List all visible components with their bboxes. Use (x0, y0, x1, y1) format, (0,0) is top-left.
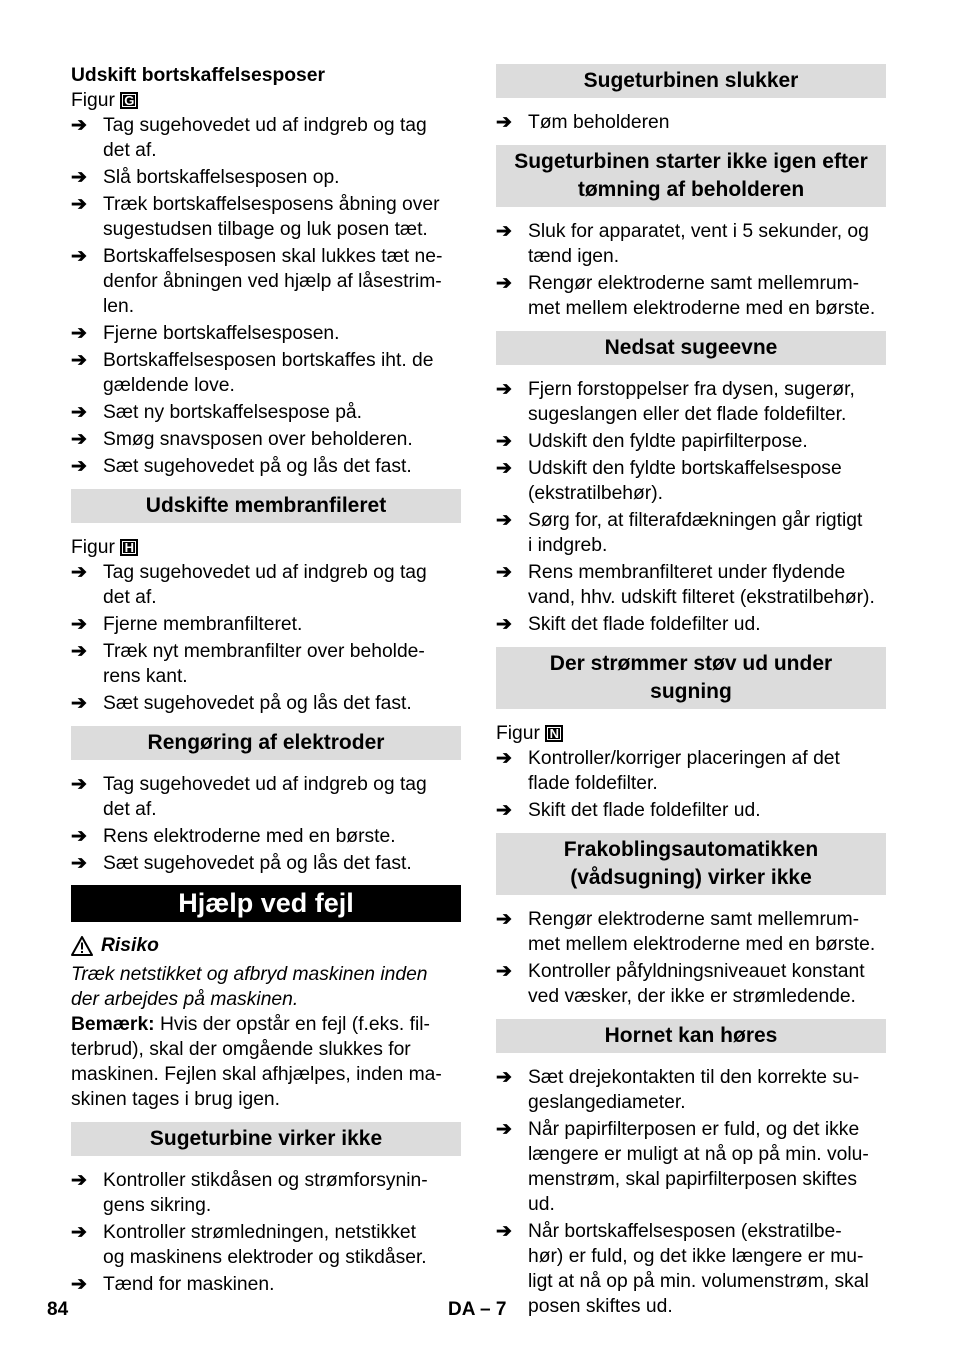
right-arrow-icon: ➔ (71, 853, 87, 874)
list-item (496, 219, 886, 269)
list-item-text-line: Når bortskaffelsesposen (ekstratilbe- (528, 1221, 842, 1242)
figure-letter-box: N (545, 725, 563, 742)
note-text-line: Hvis der opstår en fejl (f.eks. fil- (154, 1014, 430, 1035)
right-arrow-icon: ➔ (71, 693, 87, 714)
right-arrow-icon: ➔ (71, 429, 87, 450)
list-item (496, 1117, 886, 1217)
right-arrow-icon: ➔ (71, 456, 87, 477)
list-item-text-line: Rens elektroderne med en børste. (103, 826, 396, 847)
list-item (496, 1065, 886, 1115)
list-item (71, 348, 461, 398)
instruction-list (496, 377, 886, 637)
warning-label: Risiko (101, 935, 159, 956)
right-arrow-icon: ➔ (71, 350, 87, 371)
right-arrow-icon: ➔ (496, 379, 512, 400)
figure-label: Figur (71, 90, 115, 111)
instruction-list (71, 1168, 461, 1297)
list-item-text-line: Sæt sugehovedet på og lås det fast. (103, 853, 412, 874)
instruction-list (496, 907, 886, 1009)
list-item (71, 400, 461, 425)
list-item-text-line: (ekstratilbehør). (528, 483, 663, 504)
right-arrow-icon: ➔ (71, 614, 87, 635)
list-item-text-line: det af. (103, 799, 157, 820)
list-item (496, 429, 886, 454)
figure-letter-box: H (120, 539, 138, 556)
right-arrow-icon: ➔ (71, 826, 87, 847)
list-item (71, 1272, 461, 1297)
right-arrow-icon: ➔ (71, 1170, 87, 1191)
right-arrow-icon: ➔ (496, 562, 512, 583)
list-item-text-line: flade foldefilter. (528, 773, 658, 794)
chapter-title: Hjælp ved fejl (71, 885, 461, 922)
list-item-text-line: Sæt sugehovedet på og lås det fast. (103, 456, 412, 477)
list-item-text-line: Kontroller strømledningen, netstikket (103, 1222, 416, 1243)
note-text-line: terbrud), skal der omgående slukkes for (71, 1039, 411, 1060)
right-arrow-icon: ➔ (71, 323, 87, 344)
list-item-text-line: Tag sugehovedet ud af indgreb og tag (103, 774, 427, 795)
list-item (496, 456, 886, 506)
list-item-text-line: geslangediameter. (528, 1092, 686, 1113)
figure-label: Figur (71, 537, 115, 558)
list-item (496, 377, 886, 427)
list-item-text-line: Træk bortskaffelsesposens åbning over (103, 194, 440, 215)
right-arrow-icon: ➔ (71, 194, 87, 215)
list-item-text-line: Skift det flade foldefilter ud. (528, 800, 761, 821)
section-header (496, 64, 886, 98)
right-arrow-icon: ➔ (71, 1222, 87, 1243)
right-arrow-icon: ➔ (71, 167, 87, 188)
section-header-text: Udskifte membranfileret (145, 494, 387, 517)
right-arrow-icon: ➔ (496, 800, 512, 821)
list-item-text-line: Rengør elektroderne samt mellemrum- (528, 273, 860, 294)
list-item-text-line: ud. (528, 1194, 555, 1215)
warning-text (71, 962, 461, 1012)
list-item-text-line: Sæt drejekontakten til den korrekte su- (528, 1067, 860, 1088)
list-item-text-line: Tag sugehovedet ud af indgreb og tag (103, 562, 427, 583)
right-arrow-icon: ➔ (71, 641, 87, 662)
instruction-list (496, 219, 886, 321)
list-item (496, 907, 886, 957)
section-header (496, 647, 886, 709)
section-header-text: tømning af beholderen (577, 178, 805, 201)
list-item (496, 110, 886, 135)
list-item (496, 271, 886, 321)
right-arrow-icon: ➔ (496, 961, 512, 982)
right-arrow-icon: ➔ (496, 1119, 512, 1140)
list-item-text-line: i indgreb. (528, 535, 608, 556)
section-header (71, 489, 461, 523)
list-item-text-line: rens kant. (103, 666, 188, 687)
note-label: Bemærk: (71, 1014, 155, 1035)
list-item-text-line: tænd igen. (528, 246, 620, 267)
figure-reference (496, 721, 886, 746)
list-item-text-line: posen skiftes ud. (528, 1296, 673, 1317)
list-item (71, 454, 461, 479)
section-header-text: sugning (650, 680, 732, 703)
list-item-text-line: Træk nyt membranfilter over beholde- (103, 641, 425, 662)
instruction-list (496, 746, 886, 823)
right-arrow-icon: ➔ (496, 510, 512, 531)
right-arrow-icon: ➔ (71, 402, 87, 423)
list-item (496, 560, 886, 610)
note-text-line: skinen tages i brug igen. (71, 1089, 281, 1110)
warning-text-line: der arbejdes på maskinen. (71, 989, 299, 1010)
list-item (71, 113, 461, 163)
right-arrow-icon: ➔ (71, 246, 87, 267)
list-item (71, 612, 461, 637)
list-item-text-line: længere er muligt at nå op på min. volu- (528, 1144, 869, 1165)
list-item (496, 959, 886, 1009)
list-item (71, 691, 461, 716)
note-text-line: maskinen. Fejlen skal afhjælpes, inden ma- (71, 1064, 442, 1085)
section-header (496, 1019, 886, 1053)
list-item-text-line: Smøg snavsposen over beholderen. (103, 429, 413, 450)
list-item-text-line: og maskinens elektroder og stikdåser. (103, 1247, 427, 1268)
list-item-text-line: vand, hhv. udskift filteret (ekstratilbehør). (528, 587, 875, 608)
list-item-text-line: Fjerne membranfilteret. (103, 614, 303, 635)
right-arrow-icon: ➔ (496, 112, 512, 133)
section-header-text: Sugeturbinen starter ikke igen efter (514, 150, 868, 173)
list-item-text-line: ligt at nå op på min. volumenstrøm, skal (528, 1271, 869, 1292)
figure-label: Figur (496, 723, 540, 744)
instruction-list (496, 110, 886, 135)
list-item-text-line: Bortskaffelsesposen bortskaffes iht. de (103, 350, 434, 371)
list-item-text-line: Tøm beholderen (528, 112, 670, 133)
right-arrow-icon: ➔ (71, 115, 87, 136)
list-item (71, 321, 461, 346)
list-item-text-line: denfor åbningen ved hjælp af låsestrim- (103, 271, 442, 292)
instruction-list (71, 113, 461, 479)
list-item-text-line: Bortskaffelsesposen skal lukkes tæt ne- (103, 246, 443, 267)
right-arrow-icon: ➔ (496, 1221, 512, 1242)
list-item-text-line: sugestudsen tilbage og luk posen tæt. (103, 219, 428, 240)
list-item-text-line: Slå bortskaffelsesposen op. (103, 167, 340, 188)
page-section-label: DA – 7 (448, 1299, 507, 1320)
right-arrow-icon: ➔ (496, 909, 512, 930)
list-item-text-line: met mellem elektroderne med en børste. (528, 298, 876, 319)
list-item-text-line: det af. (103, 587, 157, 608)
right-arrow-icon: ➔ (496, 1067, 512, 1088)
right-arrow-icon: ➔ (496, 431, 512, 452)
list-item-text-line: hør) er fuld, og det ikke længere er mu- (528, 1246, 864, 1267)
figure-reference (71, 535, 461, 560)
section-header (71, 726, 461, 760)
list-item-text-line: Tag sugehovedet ud af indgreb og tag (103, 115, 427, 136)
list-item-text-line: menstrøm, skal papirfilterposen skiftes (528, 1169, 857, 1190)
list-item (496, 798, 886, 823)
section-header-text: (vådsugning) virker ikke (570, 866, 812, 889)
list-item (496, 612, 886, 637)
list-item (496, 746, 886, 796)
list-item-text-line: Kontroller påfyldningsniveauet konstant (528, 961, 865, 982)
list-item (71, 165, 461, 190)
right-arrow-icon: ➔ (71, 1274, 87, 1295)
list-item (496, 508, 886, 558)
warning-text-line: Træk netstikket og afbryd maskinen inden (71, 964, 428, 985)
instruction-list (71, 560, 461, 716)
list-item-text-line: Sæt sugehovedet på og lås det fast. (103, 693, 412, 714)
list-item (71, 192, 461, 242)
list-item-text-line: Sørg for, at filterafdækningen går rigtigt (528, 510, 863, 531)
list-item-text-line: met mellem elektroderne med en børste. (528, 934, 876, 955)
section-header-text: Rengøring af elektroder (147, 731, 385, 754)
right-arrow-icon: ➔ (71, 774, 87, 795)
list-item (71, 824, 461, 849)
list-item-text-line: Rengør elektroderne samt mellemrum- (528, 909, 860, 930)
section-header (71, 1122, 461, 1156)
list-item-text-line: len. (103, 296, 135, 317)
warning-triangle-icon (71, 936, 93, 956)
list-item (71, 772, 461, 822)
section-header-text: Sugeturbinen slukker (583, 69, 799, 92)
page-number: 84 (47, 1299, 69, 1320)
list-item-text-line: Udskift den fyldte papirfilterpose. (528, 431, 808, 452)
list-item (71, 639, 461, 689)
right-arrow-icon: ➔ (496, 221, 512, 242)
figure-letter-box: G (120, 92, 138, 109)
list-item-text-line: ved væsker, der ikke er strømledende. (528, 986, 856, 1007)
list-item (71, 244, 461, 319)
list-item-text-line: Tænd for maskinen. (103, 1274, 275, 1295)
section-header-text: Sugeturbine virker ikke (149, 1127, 383, 1150)
list-item-text-line: Sluk for apparatet, vent i 5 sekunder, og (528, 221, 869, 242)
instruction-list (496, 1065, 886, 1319)
right-arrow-icon: ➔ (71, 562, 87, 583)
section-header (496, 833, 886, 895)
list-item-text-line: Sæt ny bortskaffelsespose på. (103, 402, 363, 423)
list-item (71, 560, 461, 610)
section-header-text: Hornet kan høres (604, 1024, 778, 1047)
warning-heading (71, 933, 461, 958)
section-header-text: Frakoblingsautomatikken (563, 838, 819, 861)
right-arrow-icon: ➔ (496, 614, 512, 635)
right-arrow-icon: ➔ (496, 273, 512, 294)
list-item-text-line: Rens membranfilteret under flydende (528, 562, 846, 583)
list-item-text-line: Når papirfilterposen er fuld, og det ikke (528, 1119, 860, 1140)
section-header-text: Nedsat sugeevne (604, 336, 778, 359)
section-header (496, 145, 886, 207)
right-arrow-icon: ➔ (496, 458, 512, 479)
section-header-text: Der strømmer støv ud under (549, 652, 833, 675)
figure-reference (71, 88, 461, 113)
list-item-text-line: gens sikring. (103, 1195, 212, 1216)
list-item-text-line: Udskift den fyldte bortskaffelsespose (528, 458, 842, 479)
list-item-text-line: gældende love. (103, 375, 235, 396)
list-item (71, 427, 461, 452)
list-item (71, 851, 461, 876)
right-arrow-icon: ➔ (496, 748, 512, 769)
list-item (71, 1220, 461, 1270)
list-item-text-line: det af. (103, 140, 157, 161)
list-item-text-line: sugeslangen eller det flade foldefilter. (528, 404, 847, 425)
list-item (71, 1168, 461, 1218)
right-column (496, 63, 886, 1321)
section-header (496, 331, 886, 365)
left-column (71, 63, 461, 1299)
list-item-text-line: Skift det flade foldefilter ud. (528, 614, 761, 635)
list-item (496, 1219, 886, 1319)
list-item-text-line: Kontroller/korriger placeringen af det (528, 748, 840, 769)
note-paragraph (71, 1012, 461, 1112)
section-title: Udskift bortskaffelsesposer (71, 65, 325, 86)
list-item-text-line: Kontroller stikdåsen og strømforsynin- (103, 1170, 428, 1191)
list-item-text-line: Fjern forstoppelser fra dysen, sugerør, (528, 379, 855, 400)
list-item-text-line: Fjerne bortskaffelsesposen. (103, 323, 340, 344)
instruction-list (71, 772, 461, 876)
